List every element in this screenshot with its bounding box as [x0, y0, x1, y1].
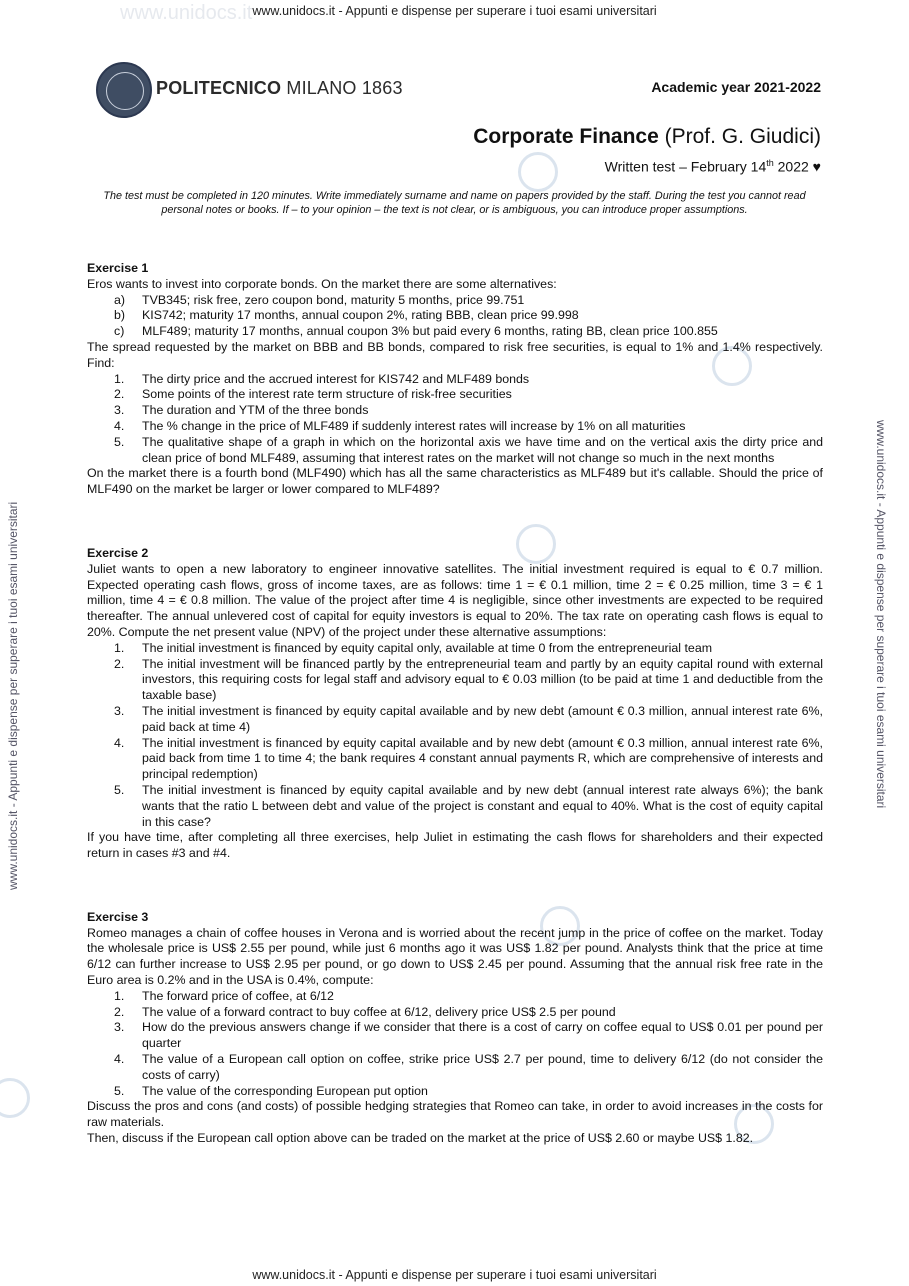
- exercise-3-lead: Romeo manages a chain of coffee houses in Verona and is worried about the recent jump in the price of coffee on the market. Today the wholesale price is US$ 2.55 per pound, while just 6 months ago it was US$ 1.82 per pound. Analysts think that the price at time 6/12 can further increase to US$ 2.95 per pound, or go down to US$ 2.45 per pound. Assuming that the annual risk free rate in the Euro area is 0.2% and in the USA is 0.4%, compute:: [87, 925, 823, 988]
- exercise-1-closing: On the market there is a fourth bond (MLF490) which has all the same characteristics as MLF489 but it's callable. Should the price of MLF490 on the market be larger or lower compared to MLF489?: [87, 466, 823, 497]
- list-item: 3. The duration and YTM of the three bonds: [114, 403, 369, 418]
- exam-content: [87, 261, 823, 1147]
- list-item: 2. Some points of the interest rate term structure of risk-free securities: [114, 387, 512, 402]
- list-item: 3. How do the previous answers change if we consider that there is a cost of carry on coffee equal to US$ 0.01 per pound per quarter: [114, 1020, 823, 1051]
- task-list: [87, 372, 823, 467]
- university-seal-logo: [96, 62, 152, 118]
- exercise-3-closing-1: Discuss the pros and cons (and costs) of possible hedging strategies that Romeo can take, in order to avoid increases in the costs for raw materials.: [87, 1099, 823, 1130]
- list-item: 2. The initial investment will be financed partly by the entrepreneurial team and partly by an equity capital round with external investors, this requiring costs for legal staff and advisory equal to € 0.03 million (to be paid at time 1 and deductible from the taxable base): [114, 656, 823, 703]
- exercise-2-closing: If you have time, after completing all three exercises, help Juliet in estimating the cash flows for shareholders and their expected return in cases #3 and #4.: [87, 830, 823, 861]
- watermark-right: www.unidocs.it - Appunti e dispense per superare i tuoi esami universitari: [874, 420, 888, 809]
- exercise-1-spread: The spread requested by the market on BBB and BB bonds, compared to risk free securities, is equal to 1% and 1.4% respectively. Find:: [87, 339, 823, 370]
- list-item: 5. The value of the corresponding European put option: [114, 1083, 428, 1098]
- watermark-logo-icon: [0, 1078, 30, 1118]
- list-item: 5. The initial investment is financed by equity capital available and by new debt (annual interest rate always 6%); the bank wants that the ratio L between debt and value of the project is constant and equal to 40%. What is the cost of equity capital in this case?: [114, 782, 823, 829]
- watermark-bottom: www.unidocs.it - Appunti e dispense per superare i tuoi esami universitari: [252, 1268, 657, 1282]
- watermark-top: www.unidocs.it - Appunti e dispense per superare i tuoi esami universitari: [252, 4, 657, 18]
- exercise-2-lead: Juliet wants to open a new laboratory to engineer innovative satellites. The initial investment required is equal to € 0.7 million. Expected operating cash flows, gross of income taxes, are as follows: time 1 = € 0.1 million, time 2 = € 0.25 million, time 3 = € 1 million, time 4 = € 0.8 million. The value of the project after time 4 is negligible, since other investments are expected to be required thereafter. The annual unlevered cost of capital for equity investors is equal to 20%. The tax rate on operating cash flows is equal to 20%. Compute the net present value (NPV) of the project under these alternative assumptions:: [87, 561, 823, 639]
- list-item: 2. The value of a forward contract to buy coffee at 6/12, delivery price US$ 2.5 per pound: [114, 1004, 616, 1019]
- list-item: 5. The qualitative shape of a graph in which on the horizontal axis we have time and on the vertical axis the dirty price and clean price of bond MLF489, assuming that interest rates on the market will not change so much in the next months: [114, 434, 823, 465]
- list-item: 1. The forward price of coffee, at 6/12: [114, 988, 334, 1003]
- list-item: 4. The % change in the price of MLF489 if suddenly interest rates will increase by 1% on all maturities: [114, 418, 686, 433]
- list-item: 1. The dirty price and the accrued interest for KIS742 and MLF489 bonds: [114, 371, 530, 386]
- exercise-2-title: Exercise 2: [87, 545, 149, 560]
- list-item: b) KIS742; maturity 17 months, annual coupon 2%, rating BBB, clean price 99.998: [114, 308, 579, 323]
- task-list: [87, 641, 823, 831]
- watermark-logo-icon: [518, 152, 558, 192]
- list-item: a) TVB345; risk free, zero coupon bond, maturity 5 months, price 99.751: [114, 292, 525, 307]
- exercise-3-closing-2: Then, discuss if the European call option above can be traded on the market at the price of US$ 2.60 or maybe US$ 1.82.: [87, 1131, 754, 1146]
- page-title: Corporate Finance (Prof. G. Giudici): [473, 125, 821, 148]
- list-item: 1. The initial investment is financed by equity capital only, available at time 0 from the entrepreneurial team: [114, 640, 713, 655]
- exam-date: Written test – February 14th 2022 ♥: [604, 158, 821, 175]
- list-item: 4. The value of a European call option on coffee, strike price US$ 2.7 per pound, time to delivery 6/12 (do not consider the costs of carry): [114, 1052, 823, 1082]
- exercise-1-title: Exercise 1: [87, 261, 149, 275]
- exercise-1-lead: Eros wants to invest into corporate bonds. On the market there are some alternatives:: [87, 276, 557, 291]
- exercise-3-title: Exercise 3: [87, 909, 149, 924]
- watermark-left: www.unidocs.it - Appunti e dispense per superare i tuoi esami universitari: [6, 501, 20, 890]
- university-name: POLITECNICO MILANO 1863: [156, 78, 403, 98]
- task-list: [87, 989, 823, 1100]
- watermark-ghost: www.unidocs.it: [120, 2, 253, 24]
- list-item: 3. The initial investment is financed by equity capital available and by new debt (amount € 0.3 million, annual interest rate 6%, paid back at time 4): [114, 703, 823, 734]
- instructions: The test must be completed in 120 minutes. Write immediately surname and name on papers provided by the staff. During the test you cannot read personal notes or books. If – to your opinion – the text is not clear, or is ambiguous, you can introduce proper assumptions.: [103, 190, 806, 216]
- list-item: 4. The initial investment is financed by equity capital available and by new debt (amount € 0.3 million, annual interest rate 6%, paid back from time 1 to time 4; the bank requires 4 constant annual payments R, which are comprehensive of interests and principal redemption): [114, 735, 823, 782]
- list-item: c) MLF489; maturity 17 months, annual coupon 3% but paid every 6 months, rating BB, clean price 100.855: [114, 324, 718, 339]
- bond-list: [87, 293, 823, 340]
- academic-year: Academic year 2021-2022: [651, 79, 821, 95]
